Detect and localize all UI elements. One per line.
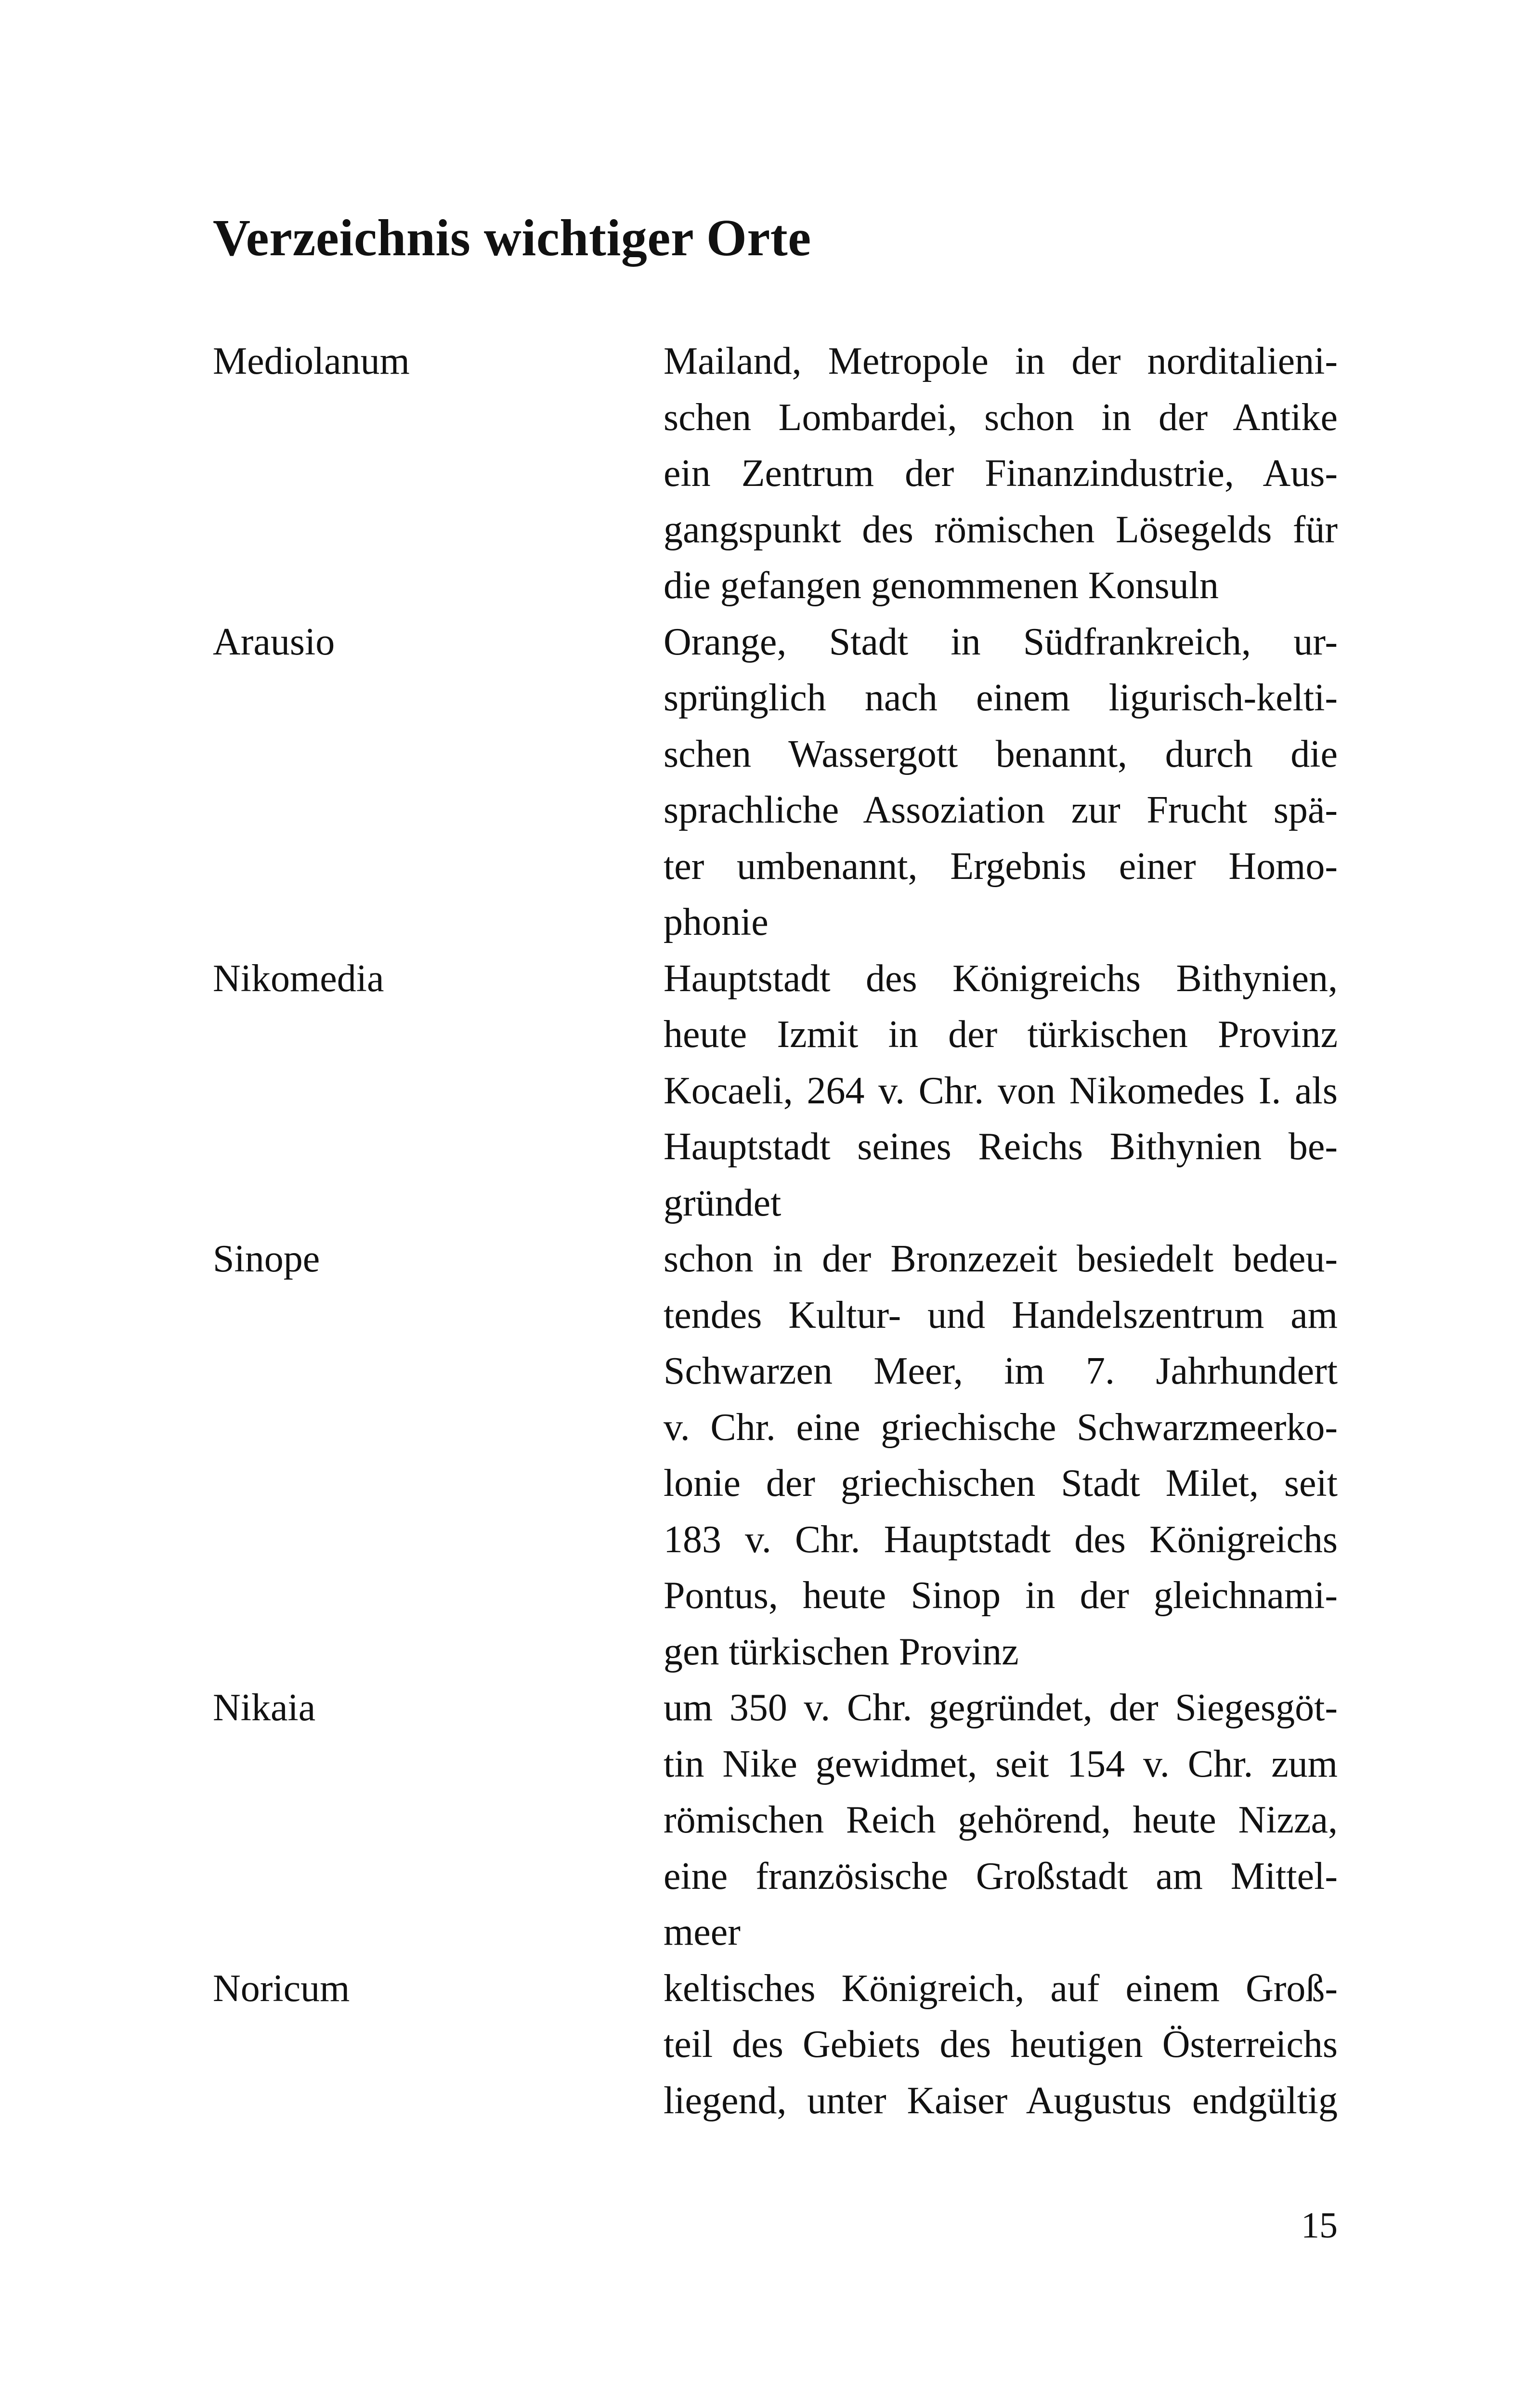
index-entry (213, 1961, 1338, 2129)
index-entry (213, 614, 1338, 951)
description-line: heute Izmit in der türkischen Provinz (664, 1013, 1338, 1056)
description-line: liegend, unter Kaiser Augustus endgültig (664, 2079, 1338, 2122)
description-line: ter umbenannt, Ergebnis einer Homo- (664, 845, 1338, 888)
description-line: sprachliche Assoziation zur Frucht spä- (664, 789, 1338, 831)
description-line: römischen Reich gehörend, heute Nizza, (664, 1799, 1338, 1841)
description-line: Hauptstadt seines Reichs Bithynien be- (664, 1125, 1338, 1168)
index-entry (213, 333, 1338, 614)
description-line: v. Chr. eine griechische Schwarzmeerko- (664, 1406, 1338, 1449)
entry-description (664, 1961, 1338, 2129)
description-line: lonie der griechischen Stadt Milet, seit (664, 1462, 1338, 1505)
index-entry (213, 951, 1338, 1231)
description-line: ein Zentrum der Finanzindustrie, Aus- (664, 452, 1338, 495)
entry-description (664, 951, 1338, 1231)
description-line: gangspunkt des römischen Lösegelds für (664, 508, 1338, 551)
entry-term: Nikaia (213, 1687, 316, 1729)
entry-term: Noricum (213, 1967, 350, 2010)
entry-term: Arausio (213, 620, 335, 663)
entry-term: Mediolanum (213, 340, 410, 382)
description-line: Hauptstadt des Königreichs Bithynien, (664, 957, 1338, 1000)
description-line: 183 v. Chr. Hauptstadt des Königreichs (664, 1518, 1338, 1561)
description-line: meer (664, 1911, 741, 1953)
index-entry (213, 1680, 1338, 1961)
description-line: Schwarzen Meer, im 7. Jahrhundert (664, 1350, 1338, 1392)
description-line: keltisches Königreich, auf einem Groß- (664, 1967, 1338, 2010)
description-line: die gefangen genommenen Konsuln (664, 564, 1219, 607)
place-index-list (213, 333, 1338, 2129)
description-line: schen Wassergott benannt, durch die (664, 733, 1338, 775)
description-line: sprünglich nach einem ligurisch-kelti- (664, 677, 1338, 719)
description-line: gen türkischen Provinz (664, 1630, 1019, 1673)
entry-term: Sinope (213, 1238, 320, 1280)
description-line: tendes Kultur- und Handelszentrum am (664, 1294, 1338, 1336)
description-line: phonie (664, 901, 768, 943)
description-line: tin Nike gewidmet, seit 154 v. Chr. zum (664, 1742, 1338, 1785)
entry-term: Nikomedia (213, 957, 384, 1000)
description-line: Orange, Stadt in Südfrankreich, ur- (664, 620, 1338, 663)
page-number: 15 (1301, 2205, 1338, 2246)
description-line: um 350 v. Chr. gegründet, der Siegesgöt- (664, 1687, 1338, 1729)
description-line: gründet (664, 1181, 782, 1224)
page-title: Verzeichnis wichtiger Orte (213, 209, 811, 267)
description-line: schen Lombardei, schon in der Antike (664, 396, 1338, 439)
description-line: teil des Gebiets des heutigen Österreichs (664, 2023, 1338, 2066)
index-entry (213, 1231, 1338, 1680)
description-line: Kocaeli, 264 v. Chr. von Nikomedes I. als (664, 1069, 1338, 1112)
description-line: Pontus, heute Sinop in der gleichnami- (664, 1574, 1338, 1617)
entry-description (664, 1231, 1338, 1680)
entry-description (664, 333, 1338, 614)
description-line: Mailand, Metropole in der norditalieni- (664, 340, 1338, 382)
entry-description (664, 1680, 1338, 1961)
description-line: schon in der Bronzezeit besiedelt bedeu- (664, 1238, 1338, 1280)
description-line: eine französische Großstadt am Mittel- (664, 1855, 1338, 1898)
entry-description (664, 614, 1338, 951)
